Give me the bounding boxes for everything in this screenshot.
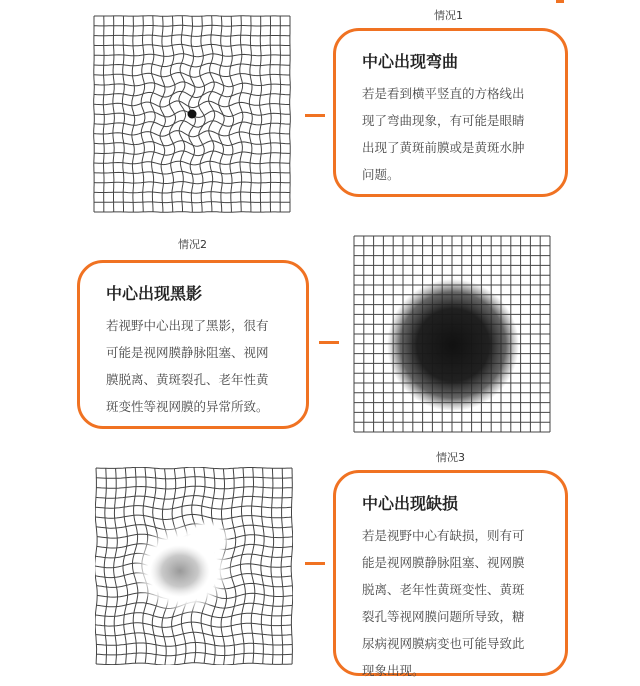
desc-line: 若是视野中心有缺损，则有可	[362, 528, 525, 543]
desc-line: 能是视网膜静脉阻塞、视网膜	[362, 555, 525, 570]
gray-blur	[150, 545, 210, 597]
desc-line: 出现了黄斑前膜或是黄斑水肿	[362, 140, 525, 155]
desc-line: 现象出现。	[362, 663, 425, 678]
grid-line	[290, 16, 291, 212]
grid-line	[94, 212, 290, 213]
case-card-1	[333, 28, 568, 197]
desc-line: 现了弯曲现象，有可能是眼睛	[362, 113, 525, 128]
case-title: 中心出现弯曲	[362, 52, 459, 71]
center-fixation-dot	[188, 110, 197, 119]
case-title: 中心出现黑影	[106, 284, 203, 303]
case-card-2	[77, 260, 309, 429]
case-label: 情况2	[178, 238, 207, 251]
case-desc	[362, 80, 565, 188]
amsler-grid-missing-area	[95, 467, 293, 665]
case-label: 情况1	[434, 9, 463, 22]
connector-line	[319, 341, 339, 344]
case-title: 中心出现缺损	[362, 494, 459, 513]
amsler-grid-distorted	[93, 15, 291, 213]
desc-line: 脱离、老年性黄斑变性、黄斑	[362, 582, 525, 597]
desc-line: 若视野中心出现了黑影，很有	[106, 318, 269, 333]
desc-line: 问题。	[362, 167, 400, 182]
case-label: 情况3	[436, 451, 465, 464]
case-desc	[106, 312, 306, 420]
case-desc	[362, 522, 565, 684]
desc-line: 斑变性等视网膜的异常所致。	[106, 399, 269, 414]
desc-line: 裂孔等视网膜问题所导致，糖	[362, 609, 525, 624]
connector-line	[305, 562, 325, 565]
desc-line: 膜脱离、黄斑裂孔、老年性黄	[106, 372, 269, 387]
decor-mark	[556, 0, 564, 3]
desc-line: 可能是视网膜静脉阻塞、视网	[106, 345, 269, 360]
desc-line: 尿病视网膜病变也可能导致此	[362, 636, 525, 651]
amsler-grid-dark-spot	[353, 235, 551, 433]
dark-spot	[387, 279, 519, 411]
case-card-3	[333, 470, 568, 676]
desc-line: 若是看到横平竖直的方格线出	[362, 86, 525, 101]
connector-line	[305, 114, 325, 117]
